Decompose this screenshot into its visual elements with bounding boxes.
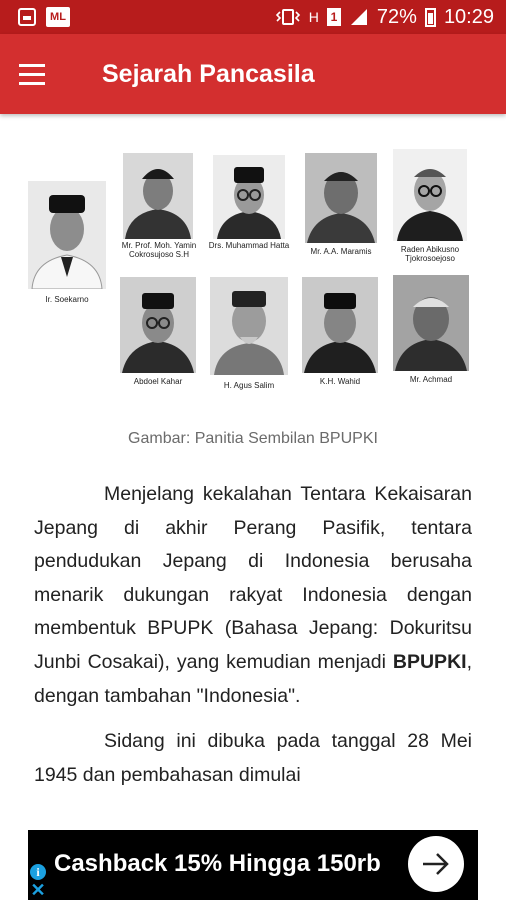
network-type-label: H: [308, 9, 319, 25]
ad-text[interactable]: Cashback 15% Hingga 150rb: [54, 850, 381, 877]
portrait-achmad: [393, 275, 469, 371]
portrait-caption: Mr. Achmad: [409, 375, 453, 384]
battery-charging-icon: [425, 8, 436, 27]
battery-percent: 72%: [376, 5, 417, 28]
portrait-salim: [210, 277, 288, 375]
portrait-caption: K.H. Wahid: [319, 377, 361, 386]
app-bar: [0, 34, 506, 114]
paragraph: [34, 478, 472, 713]
info-icon[interactable]: i: [30, 864, 46, 880]
image-icon: [18, 8, 36, 26]
article-body: [34, 478, 472, 792]
arrow-right-icon[interactable]: [408, 836, 464, 892]
hamburger-menu-icon[interactable]: [0, 34, 64, 114]
page-title: Sejarah Pancasila: [102, 59, 315, 88]
status-bar: [0, 0, 506, 34]
portrait-abikusno: [393, 149, 467, 241]
ad-banner[interactable]: [28, 830, 478, 900]
signal-icon: [349, 8, 369, 26]
portrait-kahar: [120, 277, 196, 373]
text-run: , dengan tambahan "Indonesia".: [34, 650, 472, 707]
portrait-maramis: [305, 153, 377, 243]
text-run: Menjelang kekalahan Tentara Kekaisaran Jepang di akhir Perang Pasifik, tentara pendudukan Jepang di Indonesia berusaha menarik dukungan rakyat Indonesia dengan membentuk BPUPK (Bahasa Jepang: Dokuritsu Junbi Cosakai), yang kemudian menjadi: [34, 483, 472, 673]
portrait-caption: H. Agus Salim: [223, 381, 275, 390]
vibrate-icon: [275, 8, 301, 26]
portrait-caption: Raden Abikusno Tjokrosoejoso: [400, 245, 460, 263]
portrait-hatta: [213, 155, 285, 239]
sim-icon: 1: [327, 8, 341, 26]
bold-term: BPUPKI: [392, 650, 467, 673]
portrait-caption: Mr. A.A. Maramis: [310, 247, 372, 256]
figure-caption: Gambar: Panitia Sembilan BPUPKI: [128, 430, 378, 447]
close-icon[interactable]: ✕: [30, 880, 46, 900]
ml-app-icon: ML: [46, 7, 70, 27]
portrait-wahid: [302, 277, 378, 373]
portrait-caption: Mr. Prof. Moh. Yamin Cokrosujoso S.H: [121, 241, 197, 259]
portrait-soekarno: [28, 181, 106, 289]
clock: 10:29: [443, 5, 494, 28]
portrait-caption: Ir. Soekarno: [45, 295, 89, 304]
portrait-collage: [20, 145, 486, 400]
paragraph: Sidang ini dibuka pada tanggal 28 Mei 1945 dan pembahasan dimulai: [34, 730, 472, 786]
portrait-caption: Abdoel Kahar: [133, 377, 183, 386]
portrait-caption: Drs. Muhammad Hatta: [208, 241, 290, 250]
portrait-yamin: [123, 153, 193, 239]
